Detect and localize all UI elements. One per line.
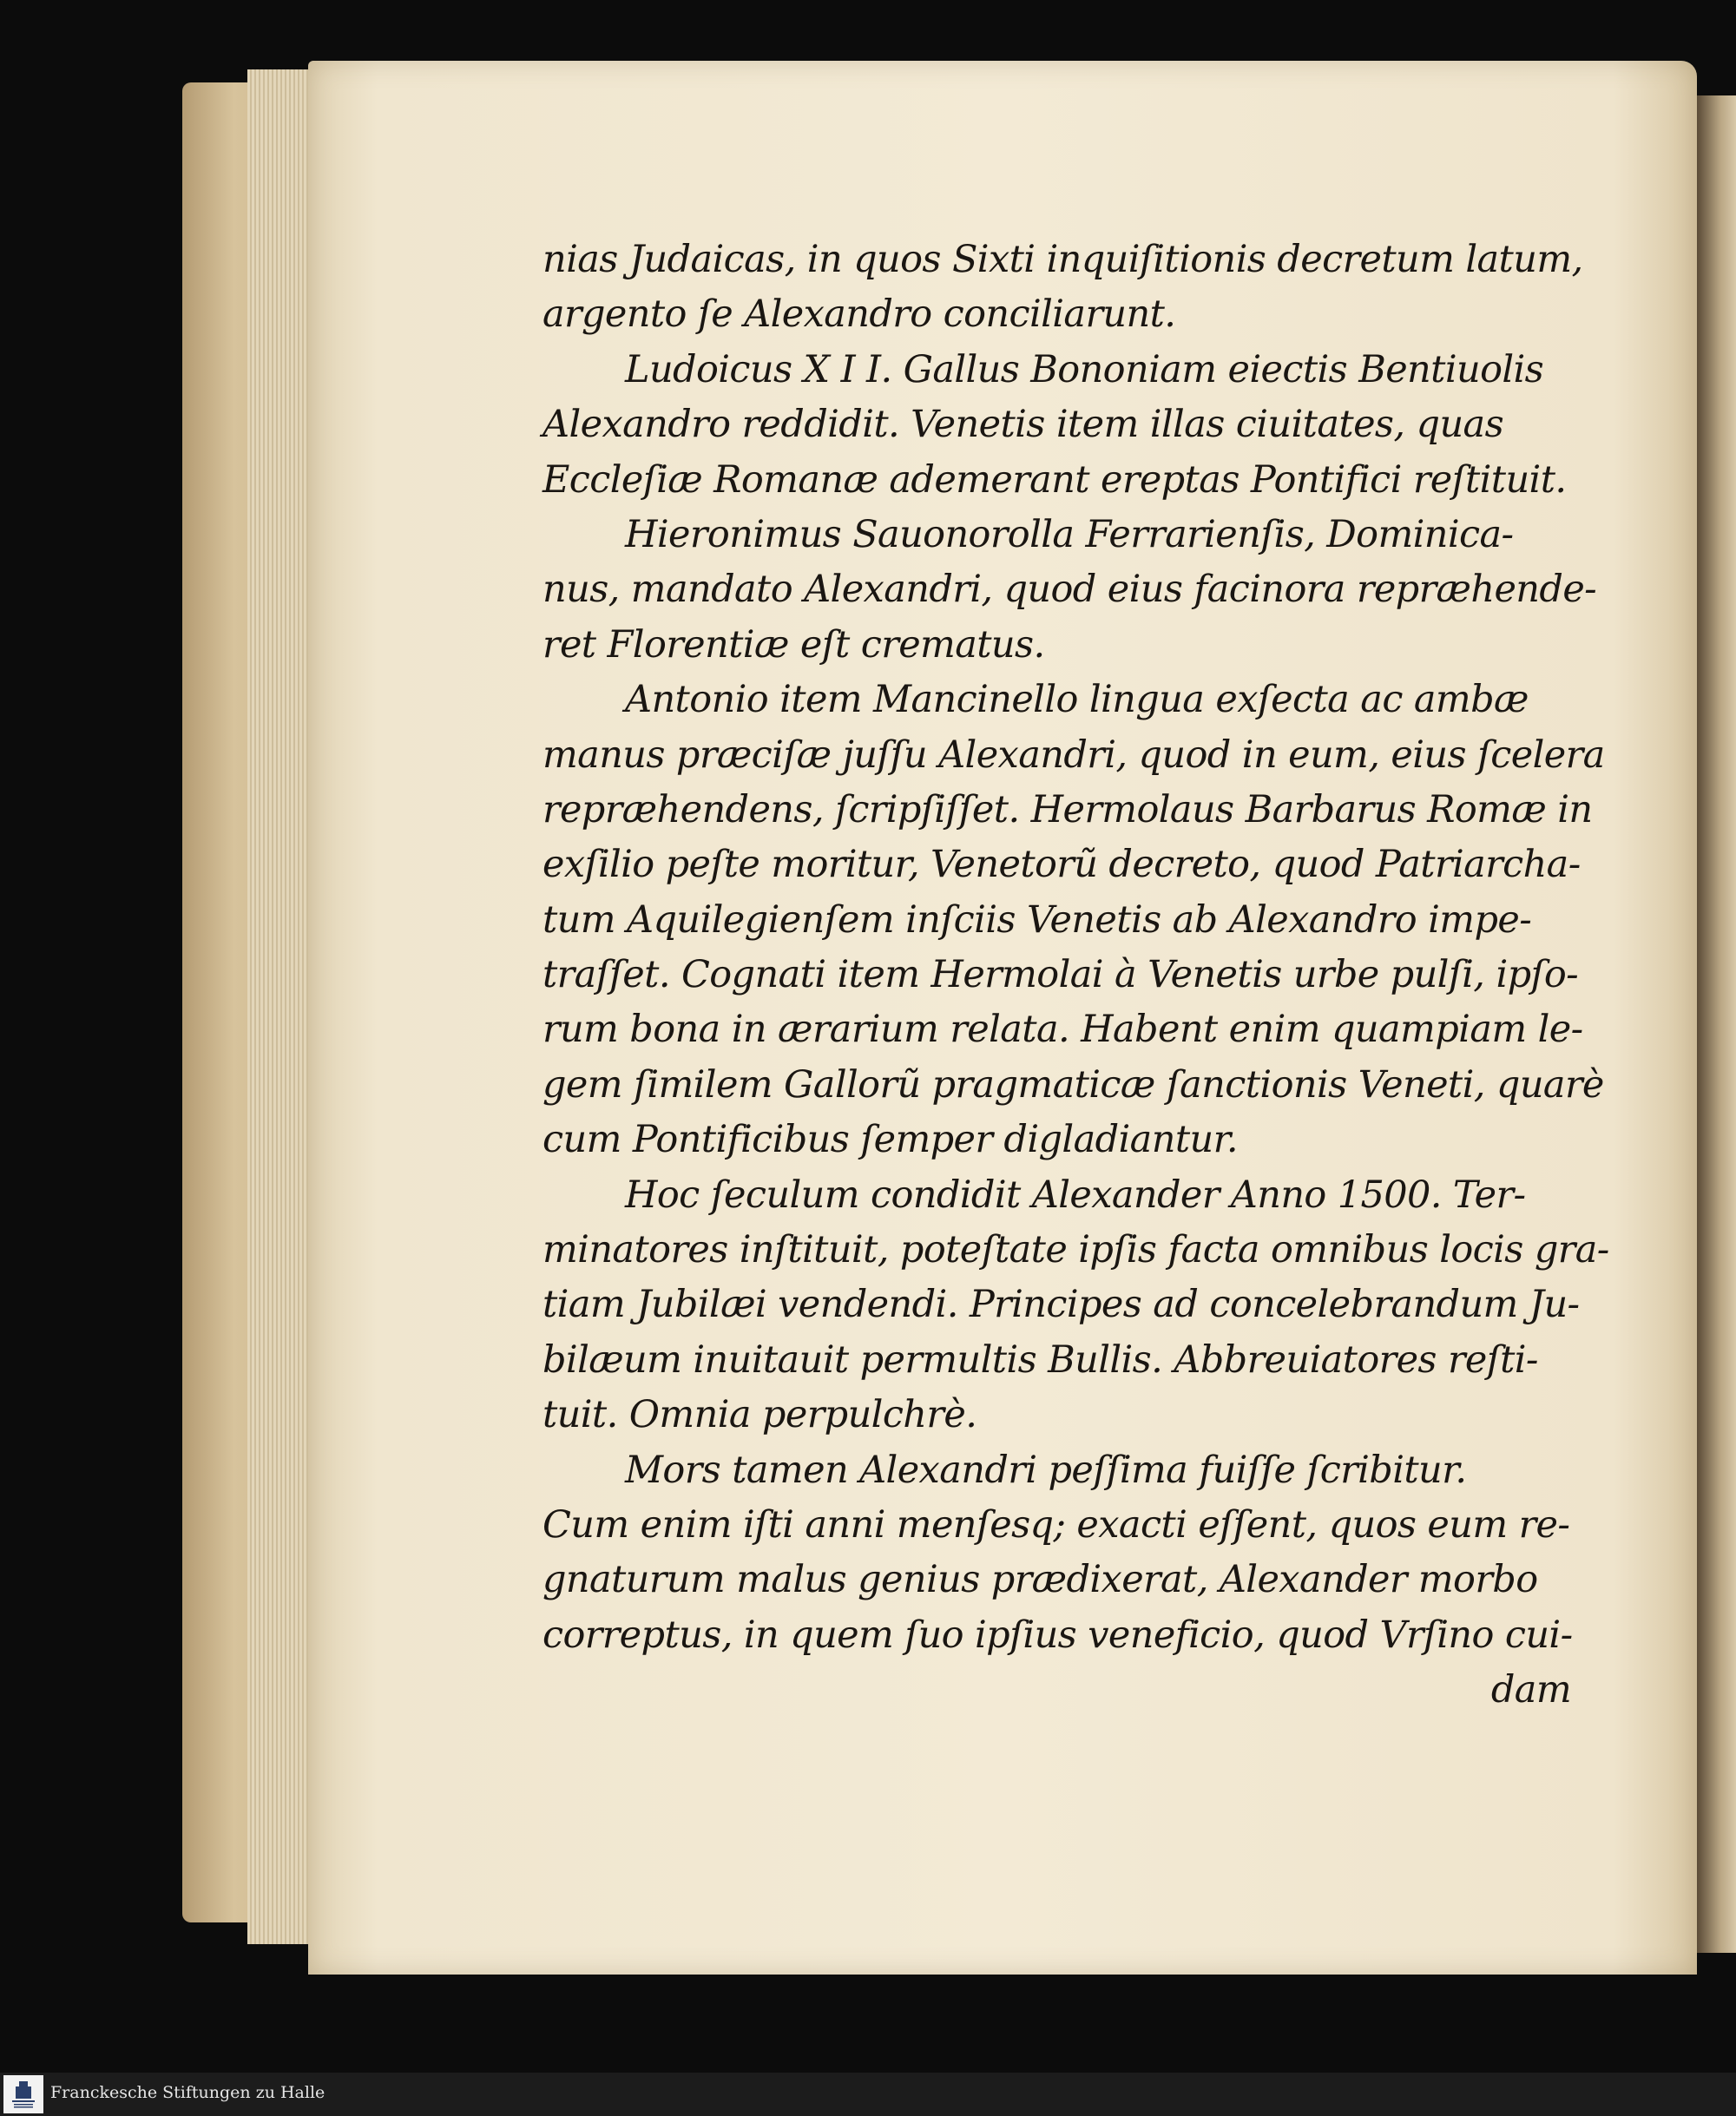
text-line: cum Pontificibus ſemper digladiantur. [542, 1118, 1238, 1162]
facing-page-edge [1697, 95, 1736, 1953]
text-line: gem ſimilem Gallorũ pragmaticæ ſanctionis Veneti, quarè [542, 1062, 1604, 1107]
text-line: nus, mandato Alexandri, quod eius facinora repræhende- [542, 568, 1597, 612]
text-line: Ludoicus X I I. Gallus Bononiam eiectis Bentiuolis [625, 347, 1544, 391]
text-line: exſilio peſte moritur, Venetorũ decreto, quod Patriarcha- [542, 843, 1581, 887]
text-line: Mors tamen Alexandri peſſima fuiſſe ſcribitur. [625, 1448, 1467, 1492]
footer-institution-label: Franckesche Stiftungen zu Halle [50, 2083, 326, 2102]
text-line: Hoc ſeculum condidit Alexander Anno 1500. Ter- [625, 1173, 1526, 1217]
page-text-block [542, 233, 1609, 1718]
text-line: manus præciſæ juſſu Alexandri, quod in eum, eius ſcelera [542, 733, 1605, 777]
text-line: argento ſe Alexandro conciliarunt. [542, 292, 1176, 337]
text-line: tum Aquilegienſem inſciis Venetis ab Alexandro impe- [542, 897, 1532, 942]
text-line: bilæum inuitauit permultis Bullis. Abbreuiatores reſti- [542, 1337, 1538, 1382]
catchword: dam [1490, 1668, 1571, 1712]
text-line: gnaturum malus genius prædixerat, Alexander morbo [542, 1558, 1538, 1602]
text-line: repræhendens, ſcripſiſſet. Hermolaus Barbarus Romæ in [542, 787, 1593, 831]
text-line: traſſet. Cognati item Hermolai à Venetis urbe pulſi, ipſo- [542, 953, 1579, 997]
institution-logo-icon [3, 2075, 43, 2113]
text-line: minatores inſtituit, poteſtate ipſis facta omnibus locis gra- [542, 1228, 1609, 1272]
text-line: Antonio item Mancinello lingua exſecta ac ambæ [625, 678, 1529, 722]
text-line: Cum enim iſti anni menſesq; exacti eſſent, quos eum re- [542, 1502, 1570, 1547]
text-line: ret Florentiæ eſt crematus. [542, 622, 1045, 667]
text-line: Alexandro reddidit. Venetis item illas ciuitates, quas [542, 403, 1504, 447]
text-line: Hieronimus Sauonorolla Ferrarienſis, Dominica- [625, 512, 1514, 556]
page-stack [247, 69, 317, 1944]
text-line: tiam Jubilæi vendendi. Principes ad concelebrandum Ju- [542, 1283, 1580, 1327]
text-line: nias Judaicas, in quos Sixti inquiſitionis decretum latum, [542, 238, 1583, 281]
text-line: Eccleſiæ Romanæ ademerant ereptas Pontifici reſtituit. [542, 457, 1567, 502]
text-line: correptus, in quem ſuo ipſius veneficio, quod Vrſino cui- [542, 1613, 1573, 1657]
text-line: rum bona in ærarium relata. Habent enim quampiam le- [542, 1008, 1583, 1052]
text-line: tuit. Omnia perpulchrè. [542, 1393, 977, 1437]
